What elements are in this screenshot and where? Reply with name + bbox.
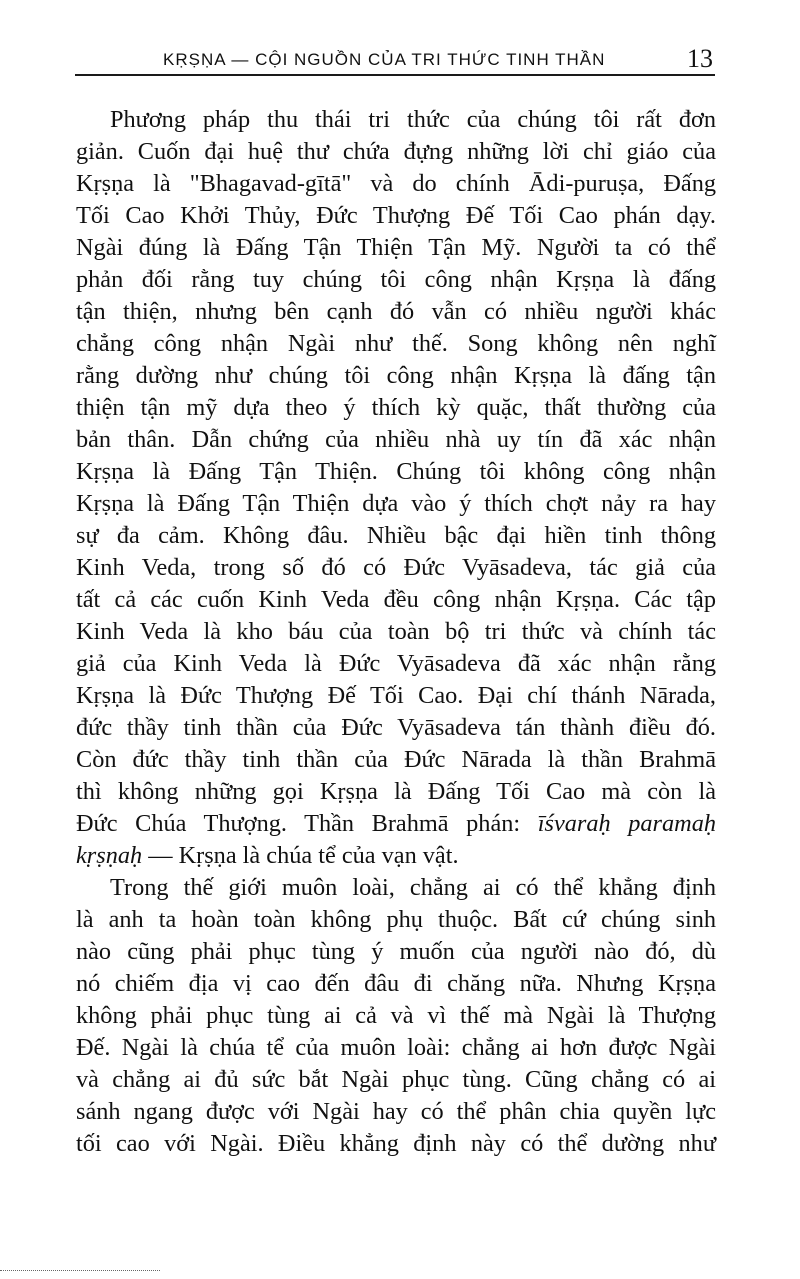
paragraph-2-line: nó chiếm địa vị cao đến đâu đi chăng nữa. Nhưng Kṛṣṇa bbox=[76, 970, 716, 997]
paragraph-1-line: Còn đức thầy tinh thần của Đức Nārada là thần Brahmā bbox=[76, 746, 716, 773]
paragraph-1-line: đức thầy tinh thần của Đức Vyāsadeva tán thành điều đó. bbox=[76, 714, 716, 741]
paragraph-1-line: sự đa cảm. Không đâu. Nhiều bậc đại hiền tinh thông bbox=[76, 522, 716, 549]
paragraph-1-line: giả của Kinh Veda là Đức Vyāsadeva đã xác nhận rằng bbox=[76, 650, 716, 677]
paragraph-2-line: không phải phục tùng ai cả và vì thế mà Ngài là Thượng bbox=[76, 1002, 716, 1029]
paragraph-1-line: Kṛṣṇa là "Bhagavad-gītā" và do chính Ādi-puruṣa, Đấng bbox=[76, 170, 716, 197]
paragraph-2-line: sánh ngang được với Ngài hay có thể phân chia quyền lực bbox=[76, 1098, 716, 1125]
header-rule bbox=[75, 74, 715, 76]
page-number: 13 bbox=[687, 44, 713, 73]
quote-line-text: Đức Chúa Thượng. Thần Brahmā phán: bbox=[76, 810, 538, 837]
paragraph-1-line: Kinh Veda là kho báu của toàn bộ tri thức và chính tác bbox=[76, 618, 716, 645]
paragraph-1-line: phản đối rằng tuy chúng tôi công nhận Kṛṣṇa là đấng bbox=[76, 266, 716, 293]
paragraph-1-quote-line bbox=[76, 808, 716, 840]
page-header bbox=[75, 44, 715, 80]
sanskrit-quote-end: kṛṣṇaḥ bbox=[76, 842, 143, 869]
paragraph-1-line: Ngài đúng là Đấng Tận Thiện Tận Mỹ. Người ta có thể bbox=[76, 234, 716, 261]
paragraph-1-line: thiện tận mỹ dựa theo ý thích kỳ quặc, thất thường của bbox=[76, 394, 716, 421]
paragraph-2-line: và chẳng ai đủ sức bắt Ngài phục tùng. Cũng chẳng có ai bbox=[76, 1066, 716, 1093]
paragraph-1-line: Phương pháp thu thái tri thức của chúng tôi rất đơn bbox=[110, 106, 716, 133]
paragraph-1-line: tận thiện, nhưng bên cạnh đó vẫn có nhiều người khác bbox=[76, 298, 716, 325]
paragraph-1-line: Kṛṣṇa là Đấng Tận Thiện dựa vào ý thích chợt nảy ra hay bbox=[76, 490, 716, 517]
paragraph-2-line: Trong thế giới muôn loài, chẳng ai có thể khẳng định bbox=[110, 874, 716, 901]
paragraph-1-line: giản. Cuốn đại huệ thư chứa đựng những lời chỉ giáo của bbox=[76, 138, 716, 165]
body-text bbox=[76, 104, 716, 1160]
paragraph-2-line: là anh ta hoàn toàn không phụ thuộc. Bất cứ chúng sinh bbox=[76, 906, 716, 933]
paragraph-2-line: tối cao với Ngài. Điều khẳng định này có thể dường như bbox=[76, 1130, 716, 1157]
running-title: KṚṢṆA — CỘI NGUỒN CỦA TRI THỨC TINH THẦN bbox=[163, 50, 606, 69]
paragraph-2-line: nào cũng phải phục tùng ý muốn của người nào đó, dù bbox=[76, 938, 716, 965]
paragraph-1-line: rằng dường như chúng tôi công nhận Kṛṣṇa là đấng tận bbox=[76, 362, 716, 389]
paragraph-1-line: Kṛṣṇa là Đức Thượng Đế Tối Cao. Đại chí thánh Nārada, bbox=[76, 682, 716, 709]
paragraph-1-line: Tối Cao Khởi Thủy, Đức Thượng Đế Tối Cao phán dạy. bbox=[76, 202, 716, 229]
paragraph-1-line: chẳng công nhận Ngài như thế. Song không nên nghĩ bbox=[76, 330, 716, 357]
paragraph-1-last-line bbox=[76, 840, 716, 872]
paragraph-1-line: bản thân. Dẫn chứng của nhiều nhà uy tín đã xác nhận bbox=[76, 426, 716, 453]
paragraph-2-line: Đế. Ngài là chúa tể của muôn loài: chẳng ai hơn được Ngài bbox=[76, 1034, 716, 1061]
last-line-text: — Kṛṣṇa là chúa tể của vạn vật. bbox=[142, 842, 459, 869]
paragraph-1-line: thì không những gọi Kṛṣṇa là Đấng Tối Cao mà còn là bbox=[76, 778, 716, 805]
paragraph-1-line: Kinh Veda, trong số đó có Đức Vyāsadeva, tác giả của bbox=[76, 554, 716, 581]
scan-edge-marks bbox=[0, 1270, 160, 1274]
paragraph-1-line: Kṛṣṇa là Đấng Tận Thiện. Chúng tôi không công nhận bbox=[76, 458, 716, 485]
sanskrit-quote: īśvaraḥ paramaḥ bbox=[537, 810, 716, 837]
paragraph-1-line: tất cả các cuốn Kinh Veda đều công nhận Kṛṣṇa. Các tập bbox=[76, 586, 716, 613]
